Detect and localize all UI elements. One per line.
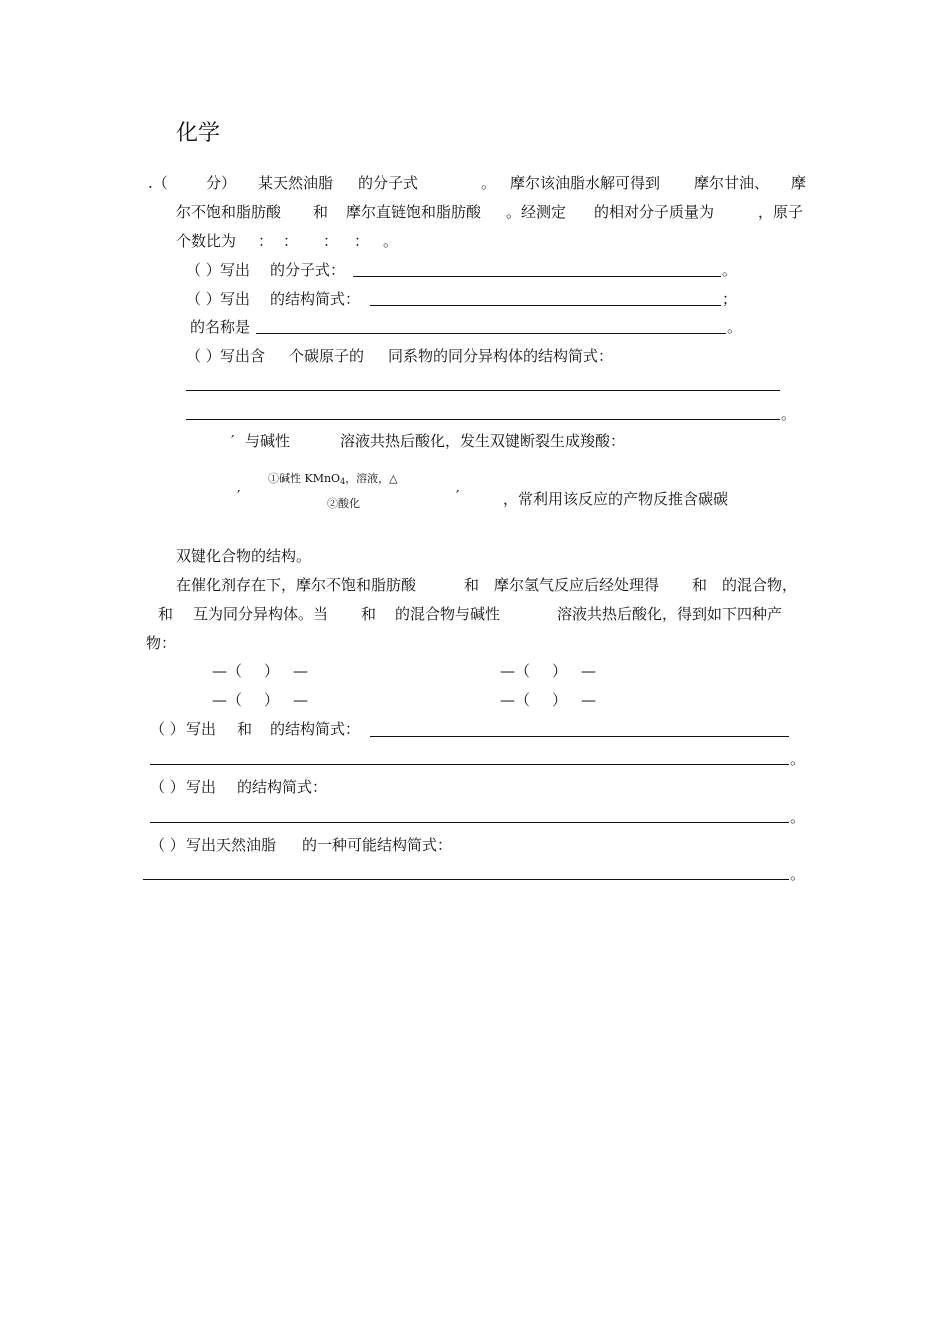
- intro-text: 尔不饱和脂肪酸: [176, 203, 282, 221]
- q2-name-blank[interactable]: [256, 333, 726, 334]
- reaction-arrow: [262, 470, 417, 515]
- para-text: 在催化剂存在下，摩尔不饱和脂肪酸: [176, 576, 417, 594]
- q5-end: 。: [790, 808, 806, 826]
- q1-answer-blank[interactable]: [353, 276, 721, 277]
- product-formula: —（ ） —: [212, 662, 309, 680]
- q2-name-label: 的名称是: [190, 318, 251, 336]
- q2-text: 的结构简式：: [270, 290, 361, 308]
- intro-text: 摩尔直链饱和脂肪酸: [346, 203, 482, 221]
- q3-text: 写出含: [220, 347, 266, 365]
- q3-text: 个碳原子的: [289, 347, 365, 365]
- ratio-colon: ：: [283, 232, 299, 250]
- prime-mark: ′: [456, 487, 460, 505]
- info-text: 与碱性: [245, 432, 291, 450]
- info-text: ，常利用该反应的产物反推含碳碳: [503, 490, 729, 508]
- para-text: 的混合物，: [722, 576, 798, 594]
- q2-answer-blank[interactable]: [370, 305, 721, 306]
- para-text: 和: [158, 605, 174, 623]
- intro-text: 某天然油脂: [258, 174, 334, 192]
- intro-text: 的分子式: [358, 174, 419, 192]
- points-label: 分）: [206, 174, 237, 192]
- q2-number: （ ）: [186, 290, 221, 308]
- intro-text: 和: [313, 203, 329, 221]
- intro-text: 摩: [791, 174, 807, 192]
- product-formula: —（ ） —: [500, 662, 597, 680]
- q6-text: 写出天然油脂: [186, 836, 277, 854]
- page-title: 化学: [176, 121, 221, 146]
- q2-end: ；: [722, 290, 738, 308]
- q3-answer-blank-2[interactable]: [186, 419, 780, 420]
- q5-answer-blank[interactable]: [150, 822, 789, 823]
- q4-end: 。: [790, 750, 806, 768]
- q4-text: 写出: [186, 720, 217, 738]
- prime-mark: ′: [231, 432, 235, 450]
- para-text: 摩尔氢气反应后经处理得: [494, 576, 660, 594]
- para-text: 的混合物与碱性: [395, 605, 501, 623]
- ratio-colon: ：: [323, 232, 339, 250]
- para-text: 和: [464, 576, 480, 594]
- para-text: 溶液共热后酸化，得到如下四种产: [557, 605, 783, 623]
- para-text: 和: [361, 605, 377, 623]
- q4-number: （ ）: [150, 720, 185, 738]
- q3-answer-blank-1[interactable]: [186, 390, 780, 391]
- intro-text: 摩尔该油脂水解可得到: [510, 174, 661, 192]
- q1-end: 。: [722, 261, 738, 279]
- q1-number: （ ）: [186, 261, 221, 279]
- q4-answer-blank-2[interactable]: [150, 764, 789, 765]
- q1-text: 的分子式：: [270, 261, 346, 279]
- q3-number: （ ）: [186, 347, 221, 365]
- q5-text: 的结构简式：: [237, 778, 328, 796]
- q6-text: 的一种可能结构简式：: [302, 836, 453, 854]
- q5-number: （ ）: [150, 778, 185, 796]
- q3-text: 同系物的同分异构体的结构简式：: [388, 347, 614, 365]
- intro-text: 。: [383, 232, 399, 250]
- question-number: .（: [148, 174, 168, 192]
- q2-name-end: 。: [727, 318, 743, 336]
- prime-mark: ′: [237, 487, 241, 505]
- intro-text: 。经测定: [506, 203, 567, 221]
- q4-text: 的结构简式：: [270, 720, 361, 738]
- intro-text: 个数比为: [176, 232, 237, 250]
- q6-number: （ ）: [150, 836, 185, 854]
- q6-end: 。: [790, 865, 806, 883]
- q2-text: 写出: [220, 290, 251, 308]
- ratio-colon: ：: [354, 232, 370, 250]
- q4-text: 和: [237, 720, 253, 738]
- para-text: 物：: [146, 634, 177, 652]
- intro-text: 摩尔甘油、: [694, 174, 770, 192]
- para-text: 互为同分异构体。当: [193, 605, 329, 623]
- product-formula: —（ ） —: [500, 691, 597, 709]
- q1-text: 写出: [220, 261, 251, 279]
- reaction-condition-2: ②酸化: [327, 497, 360, 510]
- info-text: 溶液共热后酸化，发生双键断裂生成羧酸：: [340, 432, 626, 450]
- para-text: 和: [692, 576, 708, 594]
- intro-text: ，原子: [758, 203, 804, 221]
- info-text: 双键化合物的结构。: [176, 547, 312, 565]
- q3-end: 。: [781, 405, 797, 423]
- q5-text: 写出: [186, 778, 217, 796]
- intro-text: 的相对分子质量为: [594, 203, 715, 221]
- q4-answer-blank-1[interactable]: [370, 736, 789, 737]
- q6-answer-blank[interactable]: [143, 879, 789, 880]
- intro-text: 。: [481, 174, 497, 192]
- reaction-condition-1: ①碱性 KMnO$_4$，溶液，△: [268, 472, 398, 486]
- ratio-colon: ：: [258, 232, 274, 250]
- product-formula: —（ ） —: [212, 691, 309, 709]
